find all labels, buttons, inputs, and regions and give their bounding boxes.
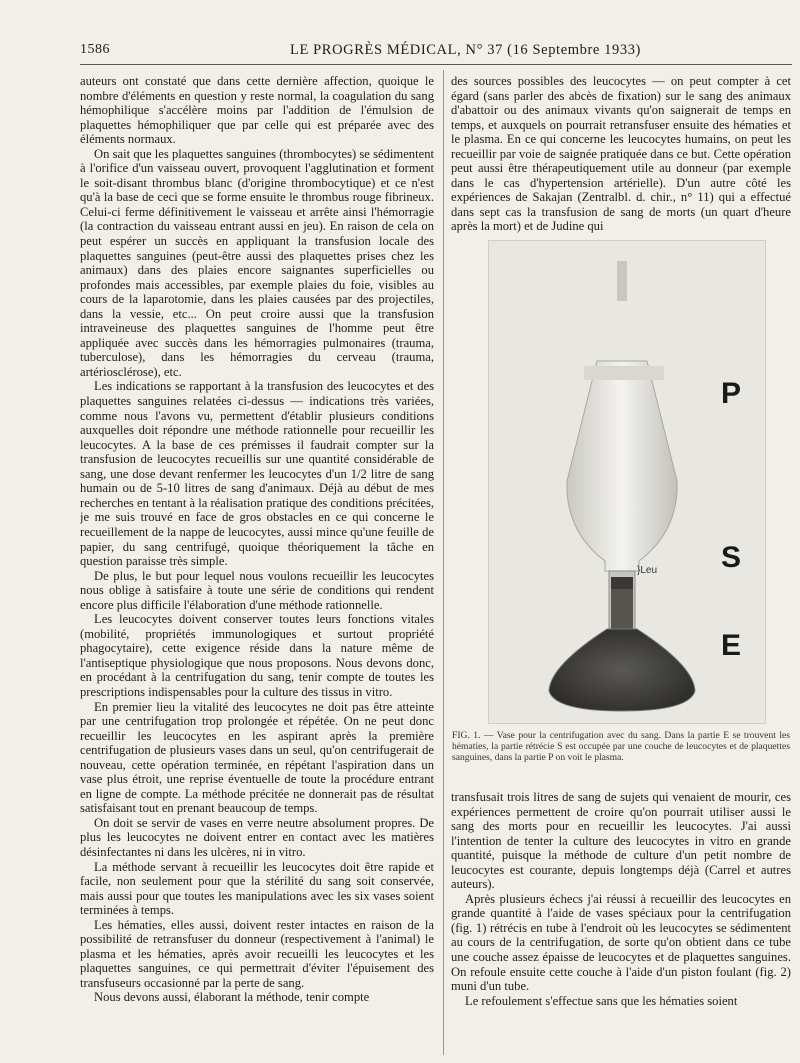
paragraph: auteurs ont constaté que dans cette dernière affection, quoique le nombre d'éléments en question y reste normal, la coagulation du sang hémophilique s'accélère moins par l'addition de l'émulsion de plaquettes hémophiliquer que par celle qui est préparée avec des éléments normaux. <box>80 74 434 147</box>
paragraph: De plus, le but pour lequel nous voulons recueillir les leucocytes nous oblige à satisfaire à toute une série de conditions qui rendent encore plus difficile l'élaboration d'une méthode rationnelle. <box>80 568 434 612</box>
column-divider <box>443 70 444 1055</box>
paragraph: Le refoulement s'effectue sans que les hématies soient <box>465 993 738 1008</box>
page-header <box>80 42 641 64</box>
paragraph: On doit se servir de vases en verre neutre absolument propres. De plus les leucocytes ne doivent entrer en contact avec les matières désinfectantes ni dans les ulcères, ni in vitro. <box>80 815 434 859</box>
figure-1 <box>488 240 766 724</box>
erythrocyte-letter: E <box>721 629 742 662</box>
page-number: 1586 <box>80 42 110 57</box>
header-rule <box>80 64 792 65</box>
journal-title: LE PROGRÈS MÉDICAL, N° 37 (16 Septembre 1933) <box>290 42 641 58</box>
figure-caption: FIG. 1. — Vase pour la centrifugation avec du sang. Dans la partie E se trouvent les hématies, la partie rétrécie S est occupée par une couche de leucocytes et de plaquettes sanguines, dans la partie P on voit le plasma. <box>452 730 790 763</box>
paragraph: En premier lieu la vitalité des leucocytes ne doit pas être atteinte par une centrifugation trop prolongée et répétée. On ne peut donc recueillir les leucocytes en les aspirant après la première centrifugation de plusieurs vases dans un seul, qu'on centrifugerait de nouveau, cette opération terminée, en répétant l'aspiration dans un vase plus étroit, une reprise éventuelle de toute la procédure entrant en ligne de compte. La méthode précitée ne donnerait pas de résultat satisfaisant tout en prenant beaucoup de temps. <box>80 699 434 816</box>
paragraph: des sources possibles des leucocytes — on peut compter à cet égard (sans parler des abcès de fixation) sur le sang des animaux d'abattoir ou des animaux vivants qu'on saignerait de temps en temps, et auxquels on pourrait retransfuser ensuite des hématies et le plasma. En ce qui concerne les leucocytes humains, on peut les recueillir par voie de saignée pratiquée dans ce but. Cette opération peut aussi être thérapeutiquement utile au donneur (par exemple dans le cas d'hypertension artérielle). D'un autre côté les expériences de Sakajan (Zentralbl. d. chir., n° 11) qui a effectué dans sept cas la transfusion de sang de morts (un quart d'heure après la mort) et de Judine qui <box>451 74 791 234</box>
right-column-bottom <box>451 790 791 1055</box>
right-column-top <box>451 74 791 234</box>
paragraph: On sait que les plaquettes sanguines (thrombocytes) se sédimentent à l'orifice d'un vaisseau ouvert, provoquent l'agglutination et forment le soit-disant thrombus blanc (d'origine thrombocytique) et ce n'est qu'à la base de ceci que se forme ensuite le thrombus rouge fibrineux. Celui-ci ferme définitivement le vaisseau et arrête ainsi l'hémorragie (la contraction du vaisseau entrant aussi en jeu). En raison de cela on peut espérer un succès en appliquant la transfusion locale des plaquettes sanguines (peut-être aussi des plaquettes prises chez les animaux) dans des plaies encore saignantes superficielles ou profondes mais accessibles, par exemple plaies du foie, visibles au cours de la laparotomie, dans les plaies causées par des projectiles, dans la vessie, etc... On peut croire aussi que la transfusion intraveineuse des plaquettes sanguines de l'homme peut être appliquée avec succès dans les hémorragies pulmonaires (trauma, tuberculose), dans les hémorragies du cerveau (trauma, artériosclérose), etc. <box>80 146 434 379</box>
left-column <box>80 74 434 1044</box>
leu-label: }Leu <box>637 565 658 576</box>
paragraph: Après plusieurs échecs j'ai réussi à recueillir des leucocytes en grande quantité à l'aide de vases spéciaux pour la centrifugation (fig. 1) rétrécis en tube à l'endroit où les leucocytes se sédimentent au cours de la centrifugation, de sorte qu'on obtient dans ce tube une couche assez épaisse de leucocytes et de plaquettes sanguines. On refoule ensuite cette couche à l'aide d'un piston foulant (fig. 2) muni d'un tube. <box>451 891 791 994</box>
plasma-letter: P <box>721 377 742 410</box>
paragraph: Les leucocytes doivent conserver toutes leurs fonctions vitales (mobilité, propriétés immunologiques et surtout propriété phagocytaire), cette exigence réside dans la nature même de l'antiseptique physiologique que nous proposons. Nous devons donc, en procédant à la centrifugation du sang, tenir compte de toutes les prescriptions indispensables pour la culture des tissus in vitro. <box>80 612 434 699</box>
paragraph: La méthode servant à recueillir les leucocytes doit être rapide et facile, non seulement pour que la stérilité du sang soit conservée, mais aussi pour que toutes les manipulations avec les six vases soient terminées à temps. <box>80 859 434 918</box>
paragraph: transfusait trois litres de sang de sujets qui venaient de mourir, ces expériences permettent de croire qu'on pourrait utiliser aussi le sang des morts pour en recueillir les leucocytes. J'ai aussi l'intention de tenter la culture des leucocytes in vitro en grande quantité, puisque la méthode de culture d'un petit nombre de leucocytes est courante, depuis longtemps déjà (Carrel et autres auteurs). <box>451 790 791 892</box>
paragraph: Les indications se rapportant à la transfusion des leucocytes et des plaquettes sanguines relatées ci-dessus — indications très variées, comme nous l'avons vu, permettent d'établir plusieurs conditions auxquelles doit répondre une méthode rationnelle pour recueillir les leucocytes. A la base de ces prémisses il faudrait compter sur la transfusion de leucocytes recueillis sur une quantité considérable de sang, une dose devant renfermer les leucocytes d'un 1/2 litre de sang humain ou de 5-10 litres de sang d'animaux. Déjà au début de mes recherches en tentant à la réalisation pratique des conditions précitées, je me suis trouvé en face de gros obstacles en ce qui concerne le recueillement de la nappe de leucocytes, aussi mince qu'une feuille de papier, du sang centrifugé, quoique théoriquement la tâche en question paraisse très simple. <box>80 379 434 569</box>
paragraph: Les hématies, elles aussi, doivent rester intactes en raison de la possibilité de retransfuser du donneur (respectivement à l'animal) le plasma et les hématies, après avoir recueilli les leucocytes et les plaquettes sanguines, ce qui permettrait d'éviter l'épuisement des transfuseurs occasionné par la perte de sang. <box>80 917 434 990</box>
leukocyte-layer-letter: S <box>721 541 742 574</box>
paragraph: Nous devons aussi, élaborant la méthode, tenir compte <box>94 990 370 1005</box>
